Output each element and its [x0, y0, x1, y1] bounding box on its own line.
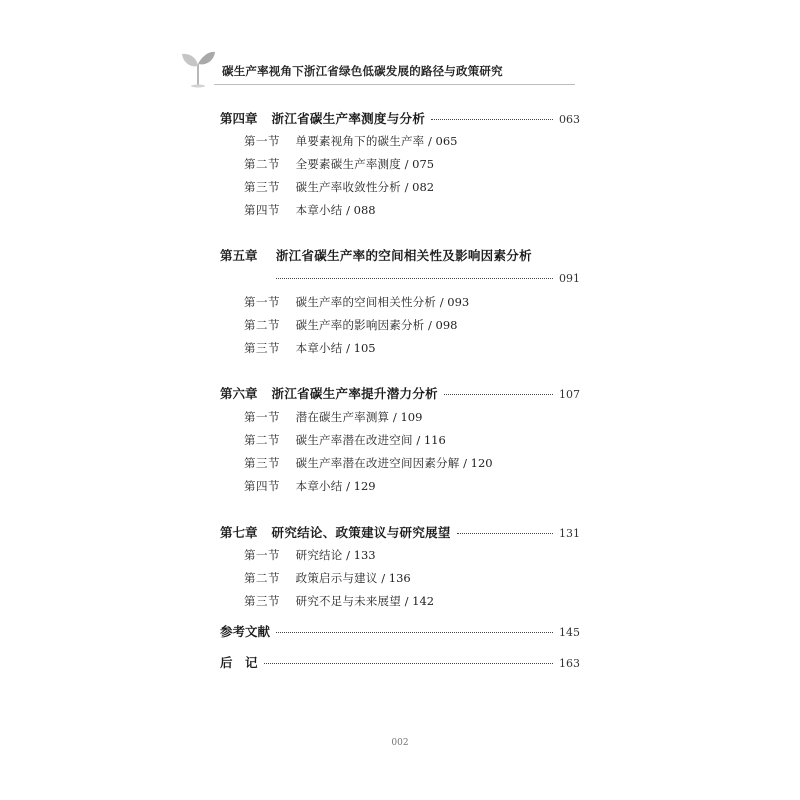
toc-chapter-7[interactable] [220, 523, 580, 541]
page-ref: / 142 [404, 594, 435, 608]
section-number: 第三节 [244, 594, 280, 608]
toc-chapter-5[interactable] [220, 246, 580, 288]
section-number: 第一节 [244, 548, 280, 562]
toc-chapter-4[interactable] [220, 109, 580, 127]
page-ref: 145 [559, 626, 580, 639]
section-title: 单要素视角下的碳生产率 [295, 134, 425, 148]
toc-section[interactable] [244, 133, 580, 149]
section-number: 第二节 [244, 571, 280, 585]
toc-section[interactable] [244, 478, 580, 494]
section-title: 碳生产率的空间相关性分析 [295, 295, 437, 309]
page-ref: 063 [559, 113, 580, 126]
section-title: 本章小结 [295, 203, 343, 217]
toc-section[interactable] [244, 340, 580, 356]
toc-section[interactable] [244, 156, 580, 172]
page-ref: / 120 [463, 456, 493, 470]
section-number: 第一节 [244, 134, 280, 148]
section-number: 第三节 [244, 341, 280, 355]
toc-afterword[interactable] [220, 653, 580, 671]
page-ref: 131 [559, 527, 580, 540]
dot-leader [444, 394, 553, 395]
section-title: 碳生产率潜在改进空间 [295, 433, 413, 447]
sprout-icon [180, 48, 216, 88]
book-title: 碳生产率视角下浙江省绿色低碳发展的路径与政策研究 [222, 64, 503, 78]
dot-leader [276, 278, 553, 279]
chapter-number: 第七章 [220, 525, 258, 540]
section-number: 第四节 [244, 479, 280, 493]
page-ref: / 088 [346, 203, 376, 217]
section-number: 第一节 [244, 410, 280, 424]
dot-leader [264, 663, 553, 664]
afterword-title: 后 记 [220, 655, 258, 670]
chapter-title: 浙江省碳生产率的空间相关性及影响因素分析 [275, 248, 532, 263]
toc-section[interactable] [244, 317, 580, 333]
section-title: 碳生产率收敛性分析 [295, 180, 401, 194]
page-ref: / 109 [392, 410, 423, 424]
dot-leader [431, 119, 553, 120]
page-ref: / 075 [404, 157, 435, 171]
section-title: 全要素碳生产率测度 [295, 157, 401, 171]
chapter-title: 浙江省碳生产率提升潜力分析 [271, 386, 438, 401]
section-title: 碳生产率的影响因素分析 [295, 318, 425, 332]
page-ref: 091 [559, 272, 580, 285]
chapter-title: 研究结论、政策建议与研究展望 [271, 525, 451, 540]
page-ref: / 105 [346, 341, 376, 355]
page-ref: / 065 [428, 134, 458, 148]
toc-section[interactable] [244, 432, 580, 448]
toc-section[interactable] [244, 547, 580, 563]
section-number: 第二节 [244, 433, 280, 447]
section-title: 政策启示与建议 [295, 571, 378, 585]
page-ref: / 093 [439, 295, 470, 309]
page-ref: / 116 [416, 433, 446, 447]
section-number: 第二节 [244, 157, 280, 171]
page-ref: 107 [559, 388, 580, 401]
toc-section[interactable] [244, 570, 580, 586]
toc-section[interactable] [244, 179, 580, 195]
section-number: 第三节 [244, 456, 280, 470]
chapter-title: 浙江省碳生产率测度与分析 [271, 111, 426, 126]
toc-section[interactable] [244, 202, 580, 218]
section-number: 第二节 [244, 318, 280, 332]
section-title: 本章小结 [295, 479, 343, 493]
page-ref: / 129 [346, 479, 376, 493]
chapter-number: 第五章 [220, 248, 258, 263]
toc-section[interactable] [244, 593, 580, 609]
section-number: 第一节 [244, 295, 280, 309]
page-ref: / 133 [346, 548, 376, 562]
page-ref: / 082 [404, 180, 435, 194]
references-title: 参考文献 [220, 624, 271, 639]
toc-references[interactable] [220, 622, 580, 640]
header-rule [214, 84, 575, 85]
running-header [180, 48, 575, 88]
toc-section[interactable] [244, 455, 580, 471]
page-number: 002 [391, 738, 409, 748]
page-ref: / 136 [381, 571, 411, 585]
dot-leader [457, 533, 553, 534]
section-title: 研究结论 [295, 548, 343, 562]
section-number: 第三节 [244, 180, 280, 194]
chapter-number: 第四章 [220, 111, 258, 126]
page-ref: 163 [559, 657, 580, 670]
toc-chapter-6[interactable] [220, 384, 580, 402]
section-title: 碳生产率潜在改进空间因素分解 [295, 456, 460, 470]
section-title: 潜在碳生产率测算 [295, 410, 390, 424]
toc-section[interactable] [244, 294, 580, 310]
section-title: 研究不足与未来展望 [295, 594, 401, 608]
section-title: 本章小结 [295, 341, 343, 355]
chapter-number: 第六章 [220, 386, 258, 401]
page-ref: / 098 [428, 318, 458, 332]
dot-leader [276, 632, 553, 633]
toc-section[interactable] [244, 409, 580, 425]
section-number: 第四节 [244, 203, 280, 217]
